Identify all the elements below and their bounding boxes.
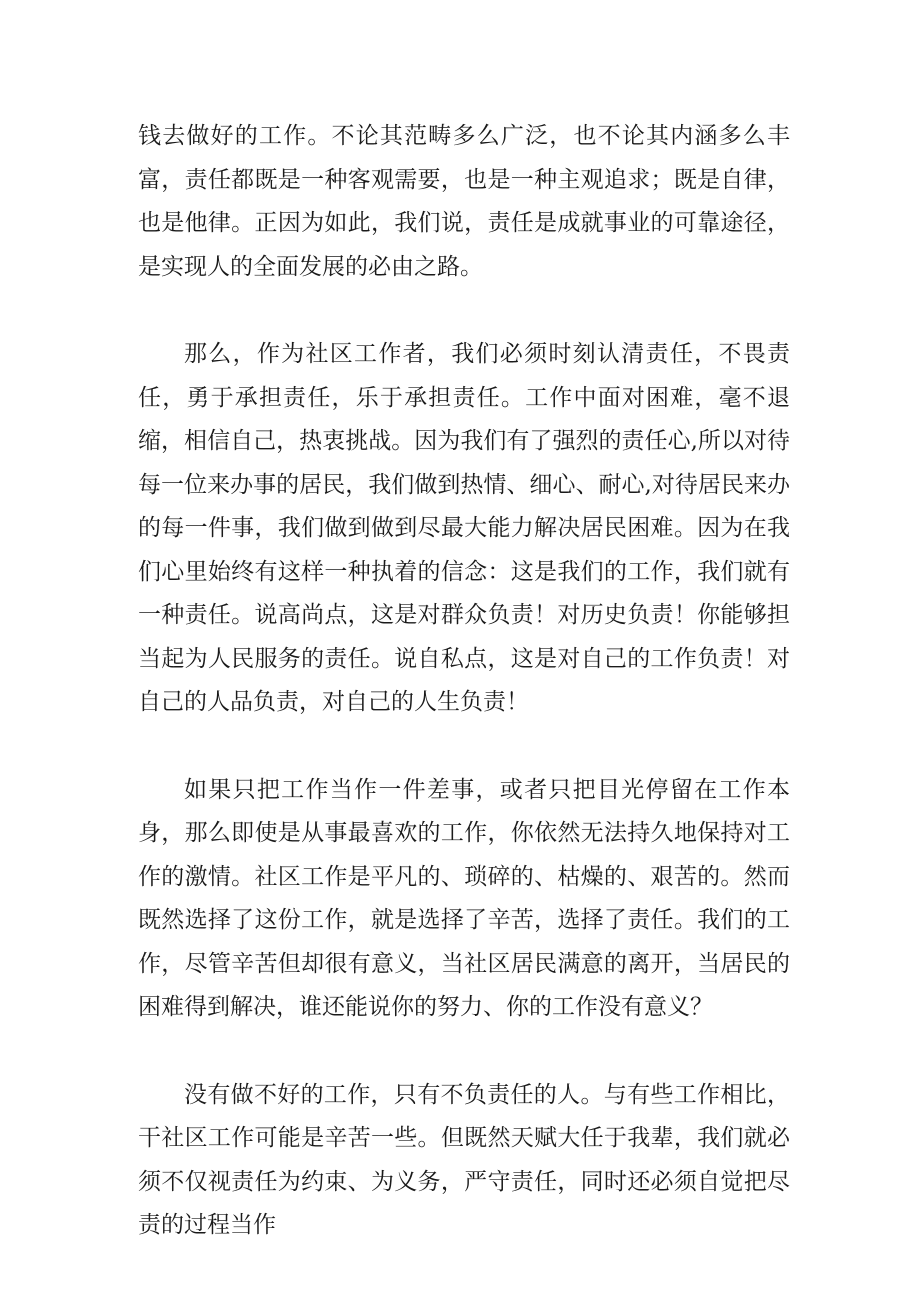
document-body [138,115,790,1292]
paragraph-3: 如果只把工作当作一件差事，或者只把目光停留在工作本身，那么即使是从事最喜欢的工作，你依然无法持久地保持对工作的激情。社区工作是平凡的、琐碎的、枯燥的、艰苦的。然而既然选择了这份工作，就是选择了辛苦，选择了责任。我们的工作，尽管辛苦但却很有意义，当社区居民满意的离开，当居民的困难得到解决，谁还能说你的努力、你的工作没有意义？ [138,776,790,1020]
paragraph-2: 那么，作为社区工作者，我们必须时刻认清责任，不畏责任，勇于承担责任，乐于承担责任。工作中面对困难，毫不退缩，相信自己，热衷挑战。因为我们有了强烈的责任心,所以对待每一位来办事的居民，我们做到热情、细心、耐心,对待居民来办的每一件事，我们做到做到尽最大能力解决居民困难。因为在我们心里始终有这样一种执着的信念：这是我们的工作，我们就有一种责任。说高尚点，这是对群众负责！对历史负责！你能够担当起为人民服务的责任。说自私点，这是对自己的工作负责！对自己的人品负责，对自己的人生负责！ [138,341,790,715]
paragraph-4: 没有做不好的工作，只有不负责任的人。与有些工作相比，干社区工作可能是辛苦一些。但既然天赋大任于我辈，我们就必须不仅视责任为约束、为义务，严守责任，同时还必须自觉把尽责的过程当作 [138,1081,790,1238]
paragraph-1: 钱去做好的工作。不论其范畴多么广泛，也不论其内涵多么丰富，责任都既是一种客观需要，也是一种主观追求；既是自律，也是他律。正因为如此，我们说，责任是成就事业的可靠途径，是实现人的全面发展的必由之路。 [138,123,790,280]
